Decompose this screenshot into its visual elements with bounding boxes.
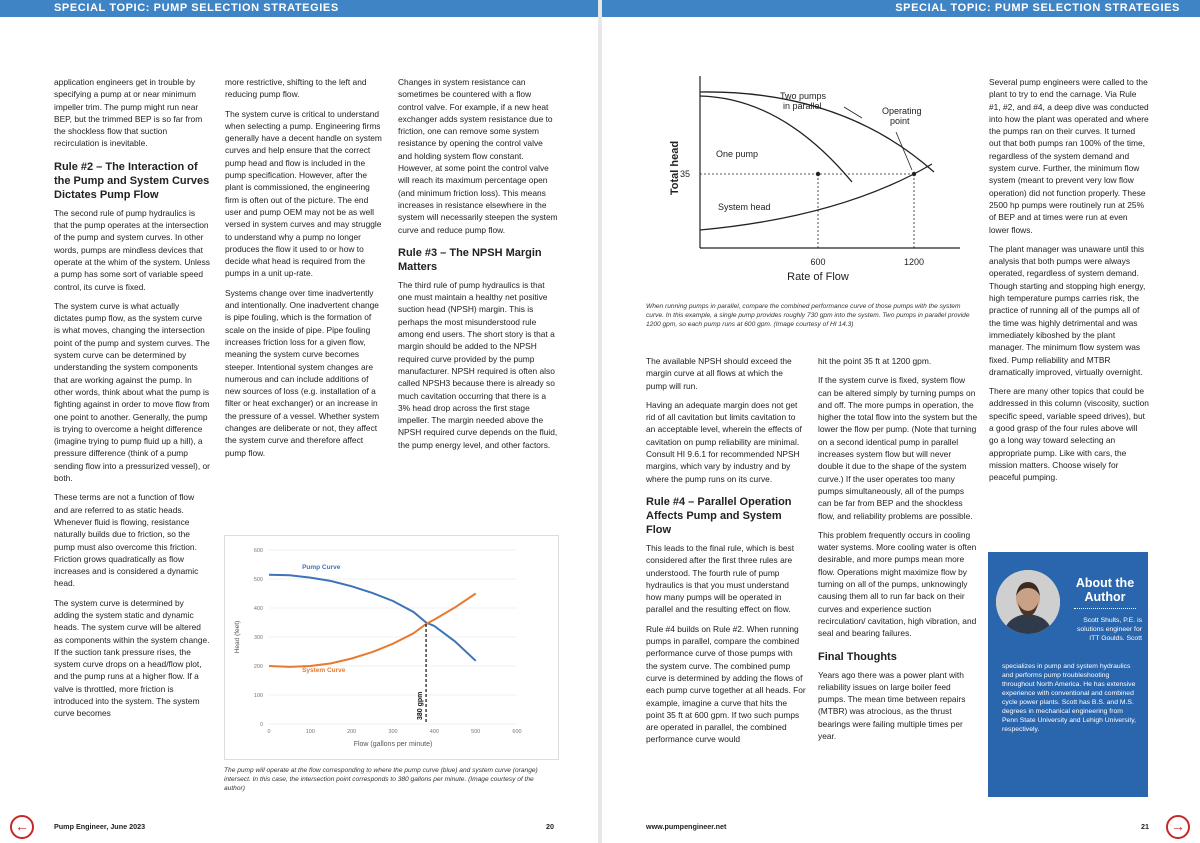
paragraph: Systems change over time inadvertently and intentionally. One inadvertent change is pipe fouling, which is the formation of scale on the inside of pipe. Pipe fouling increases friction loss for a given flow, meaning the system curve becomes steeper. Intentional system changes are numerous and can include additions of new sources of loss (e.g. installation of a filter or heat exchanger) or an increase in the pressure of a vessel. Whether system changes are deliberate or not, they affect the system curve and therefore affect pump flow. <box>225 287 380 458</box>
paragraph: hit the point 35 ft at 1200 gpm. <box>818 356 932 366</box>
parallel-pumps-figure <box>642 72 977 297</box>
text-column-1 <box>54 76 210 727</box>
paragraph: application engineers get in trouble by specifying a pump at or near minimum impeller trim. The pump might run near BEP, but the trimmed BEP is so far from the shockless flow that suction recirculation is inevitable. <box>54 77 203 149</box>
author-photo <box>996 570 1060 634</box>
x-axis-label: Rate of Flow <box>787 271 849 283</box>
next-page-button[interactable]: → <box>1166 815 1190 839</box>
y-tick-label: 300 <box>253 635 263 641</box>
y-tick-label: 35 <box>679 169 690 179</box>
x-tick-label: 500 <box>471 729 481 735</box>
paragraph: Changes in system resistance can sometimes be countered with a flow control valve. For example, if a new heat exchanger adds system resistance due to friction, one can remove some system resistance by opening the control valve and holding system flow constant. However, at some point the control valve will reach its maximum percentage open (and minimum friction loss). This means increases in resistance elsewhere in the system will necessarily steepen the system curve and reduce pump flow. <box>398 77 558 235</box>
footer-publication: Pump Engineer, June 2023 <box>54 822 146 831</box>
operating-point-label <box>882 106 922 126</box>
paragraph: There are many other topics that could be addressed in this column (viscosity, suction specific speed, variable speed drives), but a good grasp of the four rules above will go a long way toward selecting an appropriate pump. Like with cars, the mission matters. Choose wisely for peaceful pumping. <box>989 386 1149 483</box>
x-tick-label: 1200 <box>903 257 925 267</box>
paragraph: Several pump engineers were called to the plant to try to end the carnage. Via Rule #1, #2, and #4, a deep dive was conducted into how the plant was operated and where the pumps ran on their curves. It turned out that both pumps ran 100% of the time, regardless of the system demand and system curve. Further, the minimum flow system (meant to prevent very low flow operation) did not function properly. These 2500 hp pumps were routinely run at 25% of BEP and at times were run at even lower flows. <box>989 77 1149 235</box>
paragraph: The system curve is critical to understand when selecting a pump. Engineering firms generally have a decent handle on system curves and help ensure that the correct pump head and flow is included in the pump specification. However, after the plant is commissioned, the engineering firm is often out of the picture. The end user and pump OEM may not be as well versed in system curves and may struggle to understand why a pump no longer produces the flow it used to or how to decide what head is required from the pumps in a unit up-rate. <box>225 108 382 279</box>
figure-2-caption: When running pumps in parallel, compare the combined performance curve of those pumps with the system curve. In this example, a single pump provides roughly 730 gpm into the system. Two pumps in parallel provide 1200 gpm, so each pump runs at 600 gpm. (Image courtesy of HI 14.3) <box>646 303 970 329</box>
x-tick-label: 600 <box>810 257 826 267</box>
pump-curve-line <box>269 575 476 661</box>
paragraph: The third rule of pump hydraulics is that one must maintain a healthy net positive suction head (NPSH) margin. This is perhaps the most misunderstood rule among end users. The short story is that a margin should be added to the NPSH required curve provided by the pump manufacturer. NPSH required is often also called NPSH3 because there is already so much cavitation occurring that there is a 3% head drop across the first stage impeller. The margin needed above the NPSH required curve depends on the fluid, the pump energy level, and other factors. <box>398 279 558 450</box>
y-tick-label: 500 <box>253 577 263 583</box>
heading-rule-2: Rule #2 – The Interaction of the Pump and System Curves Dictates Pump Flow <box>54 160 210 201</box>
two-pumps-label-line: in parallel <box>783 101 822 111</box>
operating-point-marker <box>912 172 916 176</box>
paragraph: Years ago there was a power plant with reliability issues on large boiler feed pumps. The mean time between repairs (MTBR) was atrocious, as the thrust bearings were failing multiple times per year. <box>818 669 966 742</box>
text-column-4 <box>646 355 806 753</box>
heading-final-thoughts: Final Thoughts <box>818 650 897 663</box>
operating-point-label-line: point <box>890 116 910 126</box>
text-column-3 <box>398 76 558 458</box>
y-tick-label: 600 <box>253 548 263 554</box>
footer-url[interactable]: www.pumpengineer.net <box>646 822 727 831</box>
two-pumps-arrow <box>844 107 862 118</box>
paragraph: The available NPSH should exceed the margin curve at all flows at which the pump will run. <box>646 356 792 391</box>
x-tick-label: 300 <box>388 729 398 735</box>
section-banner-left: SPECIAL TOPIC: PUMP SELECTION STRATEGIES <box>0 0 598 17</box>
x-axis-label: Flow (gallons per minute) <box>353 741 433 748</box>
x-tick-label: 200 <box>347 729 357 735</box>
about-author-box <box>988 552 1148 797</box>
x-tick-label: 100 <box>305 729 315 735</box>
y-axis-label: Head (feet) <box>234 620 241 654</box>
paragraph: The plant manager was unaware until this analysis that both pumps were always operated, regardless of system demand. Though starting and stopping high energy, high temperature pumps carries risk, the practice of running all of the pumps all of the time was highly detrimental and was immediately kiboshed by the plant manager. The minimum flow system was fixed. Pump reliability and MTBR dramatically improved, virtually overnight. <box>989 243 1146 377</box>
pump-system-chart-svg <box>225 536 558 759</box>
paragraph: The system curve is determined by adding the system static and dynamic heads. The system curve will be altered as components within the system change. If the suction tank pressure rises, the system curve drops on a head/flow plot, and the pump runs at a higher flow. If a valve is throttled, more friction is introduced into the system. The system curve becomes <box>54 597 210 719</box>
paragraph: These terms are not a function of flow and are referred to as static heads. Whenever fluid is flowing, resistance naturally builds due to friction, so the pump must also overcome this friction. Friction grows quadratically as flow increases and is considered a dynamic head. <box>54 492 199 589</box>
x-tick-label: 400 <box>429 729 439 735</box>
intersection-annotation: 380 gpm <box>417 691 425 720</box>
paragraph: This leads to the final rule, which is best considered after the first three rules are understood. The fourth rule of pump hydraulics is that you must understand how many pumps will be operated in parallel and the resulting effect on flow. <box>646 542 795 615</box>
pump-system-chart <box>224 535 559 760</box>
y-axis-label: Total head <box>669 140 681 196</box>
footer-page-number-right: 21 <box>1141 822 1149 831</box>
text-column-2 <box>225 76 383 466</box>
author-bio-intro: Scott Shults, P.E. is solutions engineer for ITT Goulds. Scott <box>1077 617 1142 642</box>
system-head-label: System head <box>718 202 771 212</box>
two-pumps-label-line: Two pumps <box>780 91 827 101</box>
heading-rule-3: Rule #3 – The NPSH Margin Matters <box>398 246 542 273</box>
y-tick-label: 400 <box>253 606 263 612</box>
text-column-6 <box>989 76 1149 491</box>
paragraph: The second rule of pump hydraulics is that the pump operates at the intersection of the pump and system curves. In other words, pumps are mindless devices that operate at the whim of the system. Unless a pump has some sort of variable speed control, its curve is fixed. <box>54 207 210 292</box>
paragraph: If the system curve is fixed, system flow can be altered simply by turning pumps on and off. The more pumps in operation, the higher the total flow into the system but the lower the flow per pump. (Note that turning on a second identical pump in parallel increases system flow but will never double it due to the shape of the system curve.) If the user operates too many pumps simultaneously, all of the pumps can be far from BEP and the shockless flow, and reliability problems are possible. <box>818 375 978 521</box>
footer-page-number-left: 20 <box>546 822 554 831</box>
paragraph: The system curve is what actually dictates pump flow, as the system curve is what moves, changing the intersection point of the pump and system curves. The system curve can be determined by understanding the system components that are working against the pump. In other words, think about what the pump is fighting against in order to move flow from one point to another. Generally, the pump is trying to overcome a height difference (imagine trying to pump fluid up a hill), a pressure difference (think of a pump sending flow into a pressurized vessel), or both. <box>54 300 210 484</box>
author-divider <box>1074 608 1136 609</box>
y-tick-label: 0 <box>259 722 263 728</box>
author-title: About the Author <box>1075 576 1135 604</box>
section-banner-right: SPECIAL TOPIC: PUMP SELECTION STRATEGIES <box>602 0 1200 17</box>
x-tick-label: 0 <box>267 729 271 735</box>
previous-page-button[interactable]: ← <box>10 815 34 839</box>
parallel-pumps-chart-svg <box>642 72 977 297</box>
single-pump-point-marker <box>816 172 820 176</box>
paragraph: This problem frequently occurs in cooling water systems. More cooling water is often desirable, and more pumps mean more flow. Operations might maximize flow by turning on all of the pumps, unknowingly causing them all to run far back on their curves and experience suction recirculation/ cavitation, high vibration, and seal and bearing failures. <box>818 529 977 639</box>
one-pump-curve <box>700 96 852 182</box>
figure-1-caption: The pump will operate at the flow corresponding to where the pump curve (blue) and system curve (orange) intersect. In this case, the intersection point corresponds to 380 gallons per minute. (Image courtesy of the author) <box>224 767 538 793</box>
two-pumps-label <box>780 91 827 111</box>
text-column-5 <box>818 355 978 749</box>
series-label: System Curve <box>302 666 346 674</box>
heading-rule-4: Rule #4 – Parallel Operation Affects Pump and System Flow <box>646 495 792 536</box>
x-tick-label: 600 <box>512 729 522 735</box>
author-bio: specializes in pump and system hydraulics and performs pump troubleshooting throughout North America. He has extensive experience with conventional and combined cycle power plants. Scott has B.S. and M.S. degrees in mechanical engineering from Penn State University and Lehigh University, respectively. <box>1002 663 1136 733</box>
y-tick-label: 100 <box>253 693 263 699</box>
y-tick-label: 200 <box>253 664 263 670</box>
operating-point-arrow <box>896 132 912 170</box>
series-label: Pump Curve <box>302 563 341 571</box>
page-gutter <box>598 0 602 843</box>
paragraph: Rule #4 builds on Rule #2. When running pumps in parallel, compare the combined performance curve of those pumps with the system curve. The combined pump curve is determined by adding the flows of each pump curve together at all heads. For example, imagine a curve that hits the point 35 ft at 600 gpm. If two such pumps are operated in parallel, the combined performance curve would <box>646 623 806 745</box>
one-pump-label: One pump <box>716 149 759 159</box>
operating-point-label-line: Operating <box>882 106 922 116</box>
system-curve-line <box>269 594 476 667</box>
paragraph: Having an adequate margin does not get rid of all cavitation but limits cavitation to an acceptable level, wherein the effects of cavitation on pump reliability are minimal. Consult HI 9.6.1 for recommended NPSH margins, which vary by industry and by where the pump runs on its curve. <box>646 399 802 484</box>
author-portrait-icon <box>996 570 1060 634</box>
paragraph: more restrictive, shifting to the left and reducing pump flow. <box>225 77 367 100</box>
